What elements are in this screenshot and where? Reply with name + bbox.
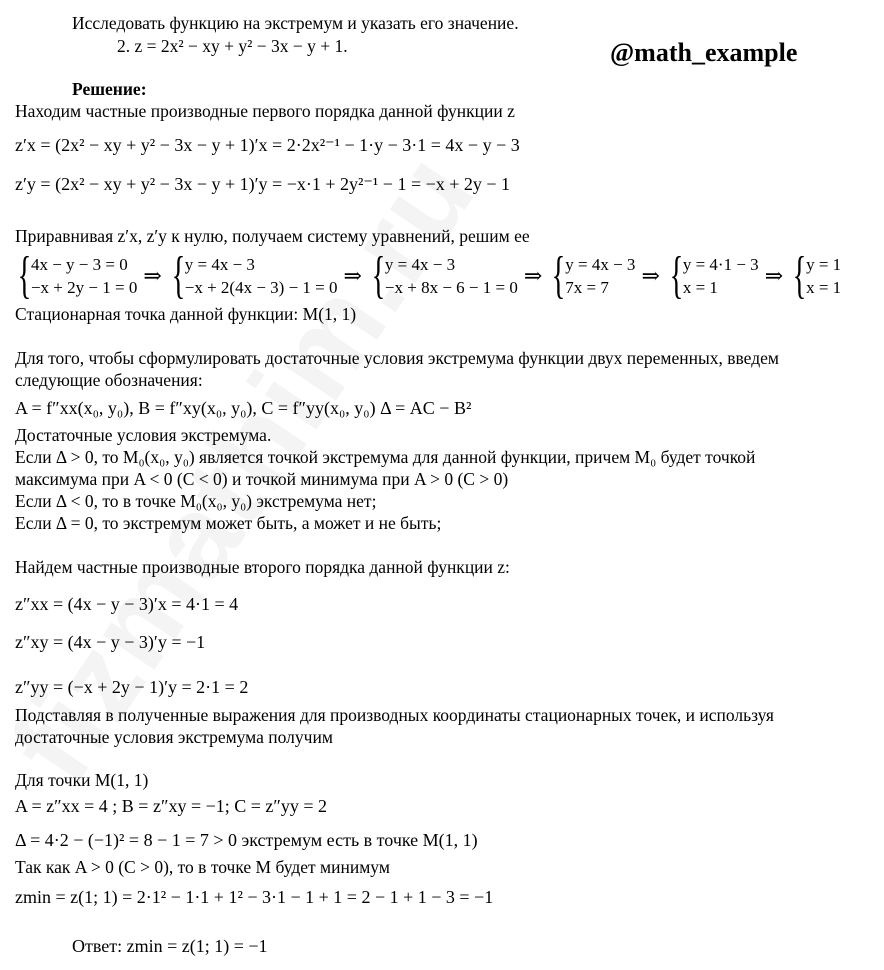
- system-row: y = 4x − 3: [184, 255, 255, 274]
- implies-arrow-icon: ⇒: [764, 263, 784, 288]
- system-intro: Приравнивая z′x, z′y к нулю, получаем систему уравнений, решим ее: [15, 226, 530, 246]
- substitute-line-2: достаточные условия экстремума получим: [15, 727, 333, 747]
- problem-statement: 2. z = 2x² − xy + y² − 3x − y + 1.: [117, 36, 348, 56]
- system-row: x = 1: [682, 278, 718, 297]
- condition-negative: Если Δ < 0, то в точке M₀(x₀, y₀) экстремума нет;: [15, 491, 377, 511]
- minimum-conclusion: Так как A > 0 (C > 0), то в точке M будет минимум: [15, 857, 390, 877]
- zyy-equation: z″yy = (−x + 2y − 1)′y = 2·1 = 2: [15, 677, 249, 697]
- system-row: −x + 8x − 6 − 1 = 0: [384, 278, 518, 297]
- system-row: x = 1: [806, 278, 842, 297]
- abc-values: A = z″xx = 4 ; B = z″xy = −1; C = z″yy = 2: [15, 796, 328, 816]
- second-order-intro: Найдем частные производные второго порядка данной функции z:: [15, 557, 510, 577]
- condition-positive-line-1: Если Δ > 0, то M₀(x₀, y₀) является точкой экстремума для данной функции, причем M₀ будет точкой: [15, 447, 756, 467]
- brace-icon: {: [551, 247, 566, 304]
- system-row: 7x = 7: [565, 278, 609, 297]
- substitute-line-1: Подставляя в полученные выражения для производных координаты стационарных точек, и используя: [15, 705, 774, 725]
- zxy-equation: z″xy = (4x − y − 3)′y = −1: [15, 632, 206, 652]
- implies-arrow-icon: ⇒: [343, 263, 362, 288]
- system-row: 4x − y − 3 = 0: [30, 255, 128, 274]
- condition-positive-line-2: максимума при A < 0 (C < 0) и точкой минимума при A > 0 (C > 0): [15, 469, 509, 489]
- notation-definitions: A = f″xx(x₀, y₀), B = f″xy(x₀, y₀), C = f″yy(x₀, y₀) Δ = AC − B²: [15, 398, 472, 418]
- implies-arrow-icon: ⇒: [523, 263, 543, 288]
- system-row: −x + 2y − 1 = 0: [30, 278, 138, 297]
- system-row: −x + 2(4x − 3) − 1 = 0: [184, 278, 338, 297]
- conditions-title: Достаточные условия экстремума.: [15, 425, 272, 445]
- brace-icon: {: [171, 247, 186, 304]
- system-step-5: [683, 253, 759, 299]
- sufficient-intro-line-1: Для того, чтобы сформулировать достаточные условия экстремума функции двух переменных, введем: [15, 348, 779, 368]
- zx-equation: z′x = (2x² − xy + y² − 3x − y + 1)′x = 2·2x²⁻¹ − 1·y − 3·1 = 4x − y − 3: [15, 135, 520, 155]
- task-statement: Исследовать функцию на экстремум и указать его значение.: [72, 13, 519, 33]
- brace-icon: {: [669, 247, 684, 304]
- solution-header: Решение:: [72, 79, 147, 99]
- implies-arrow-icon: ⇒: [143, 263, 162, 288]
- system-row: y = 4x − 3: [384, 255, 456, 274]
- system-step-3: [385, 253, 518, 299]
- point-label: Для точки M(1, 1): [15, 770, 149, 790]
- system-step-4: [565, 253, 635, 299]
- zy-equation: z′y = (2x² − xy + y² − 3x − y + 1)′y = −x·1 + 2y²⁻¹ − 1 = −x + 2y − 1: [15, 174, 511, 194]
- first-order-intro: Находим частные производные первого порядка данной функции z: [15, 101, 515, 121]
- condition-zero: Если Δ = 0, то экстремум может быть, а может и не быть;: [15, 513, 442, 533]
- delta-calculation: Δ = 4·2 − (−1)² = 8 − 1 = 7 > 0 экстремум есть в точке M(1, 1): [15, 830, 478, 850]
- sufficient-intro-line-2: следующие обозначения:: [15, 370, 203, 390]
- system-row: y = 4·1 − 3: [682, 255, 759, 274]
- answer: Ответ: zmin = z(1; 1) = −1: [72, 936, 268, 956]
- brace-icon: {: [792, 247, 807, 304]
- system-row: y = 1: [806, 255, 842, 274]
- system-row: y = 4x − 3: [565, 255, 636, 274]
- zxx-equation: z″xx = (4x − y − 3)′x = 4·1 = 4: [15, 594, 239, 614]
- brace-icon: {: [371, 247, 386, 304]
- brace-icon: {: [17, 247, 32, 304]
- system-step-2: [185, 253, 338, 299]
- system-step-1: [31, 253, 137, 299]
- stationary-point: Стационарная точка данной функции: M(1, 1): [15, 304, 357, 324]
- implies-arrow-icon: ⇒: [641, 263, 660, 288]
- equation-system: [12, 247, 842, 304]
- system-step-6: [806, 253, 841, 299]
- brand-label: @math_example: [610, 38, 798, 67]
- zmin-calculation: zmin = z(1; 1) = 2·1² − 1·1 + 1² − 3·1 − 1 + 1 = 2 − 1 + 1 − 3 = −1: [15, 887, 494, 907]
